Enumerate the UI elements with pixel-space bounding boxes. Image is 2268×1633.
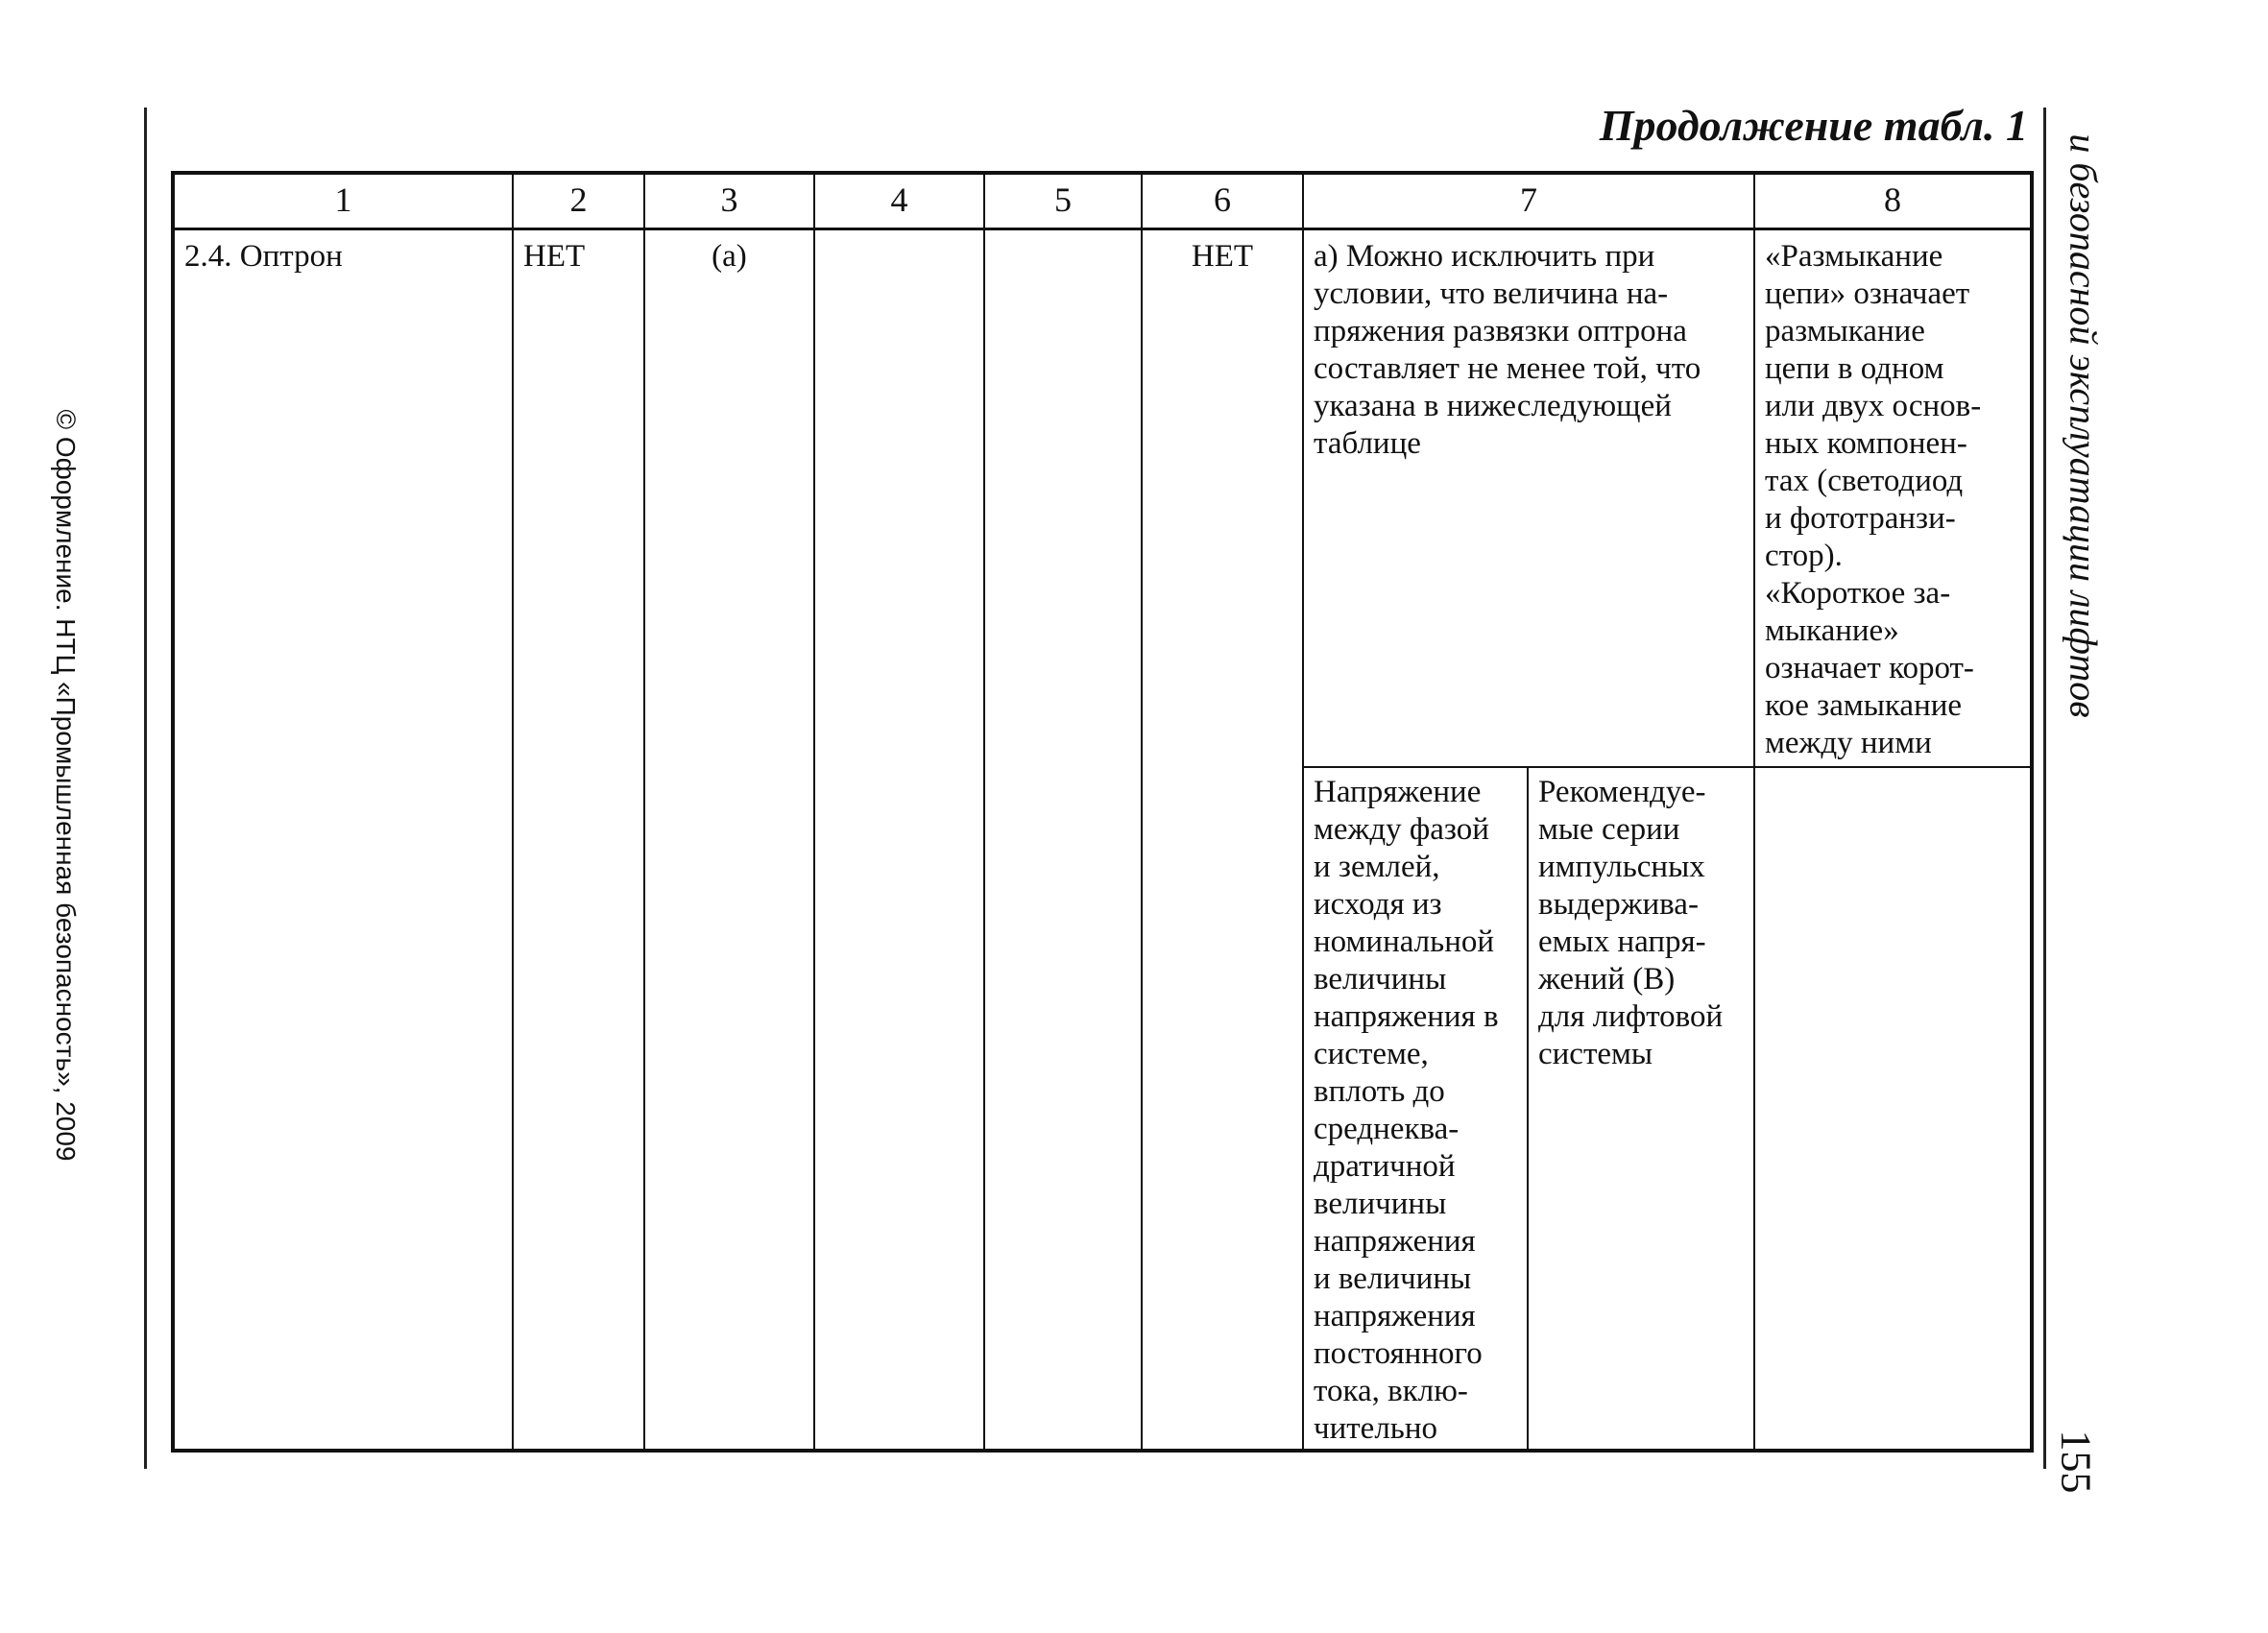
header-cell-8: 8 [1754,173,2032,229]
header-cell-5: 5 [984,173,1142,229]
cell-subtable-voltage: Напряжение между фазой и землей, исходя из номинальной величины напряжения в системе, вплоть до среднеква- дратичной величины напряжения и величины напряжения постоянного тока, вклю- чительно [1303,767,1528,1452]
cell-col8-empty [1754,767,2032,1452]
running-head: и безопасной эксплуатации лифтов [2062,133,2106,718]
document-table [171,171,2034,1453]
table-caption: Продолжение табл. 1 [1599,101,2028,150]
left-margin-rule [144,108,147,1469]
cell-item-name: 2.4. Оптрон [173,229,513,1452]
header-cell-3: 3 [644,173,814,229]
cell-col6: НЕТ [1142,229,1303,1452]
right-margin-rule [2043,108,2046,1469]
header-row [173,173,2032,229]
cell-col5 [984,229,1142,1452]
copyright-note: © Оформление. НТЦ «Промышленная безопасность», 2009 [51,409,81,1162]
cell-col7-note: а) Можно исключить при условии, что величина на- пряжения развязки оптрона составляет не менее той, что указана в нижеследующей таблице [1303,229,1754,767]
cell-col4 [814,229,984,1452]
header-cell-7: 7 [1303,173,1754,229]
header-cell-1: 1 [173,173,513,229]
header-cell-6: 6 [1142,173,1303,229]
page-number: 155 [2052,1429,2100,1494]
header-cell-4: 4 [814,173,984,229]
cell-subtable-series: Рекомендуе- мые серии импульсных выдержива- емых напря- жений (В) для лифтовой системы [1528,767,1754,1452]
cell-col2: НЕТ [513,229,644,1452]
header-cell-2: 2 [513,173,644,229]
cell-col8-note: «Размыкание цепи» означает размыкание цепи в одном или двух основ- ных компонен- тах (светодиод и фототранзи- стор). «Короткое за- мыкание» означает корот- кое замыкание между ними [1754,229,2032,767]
table-row [173,229,2032,767]
cell-col3: (а) [644,229,814,1452]
